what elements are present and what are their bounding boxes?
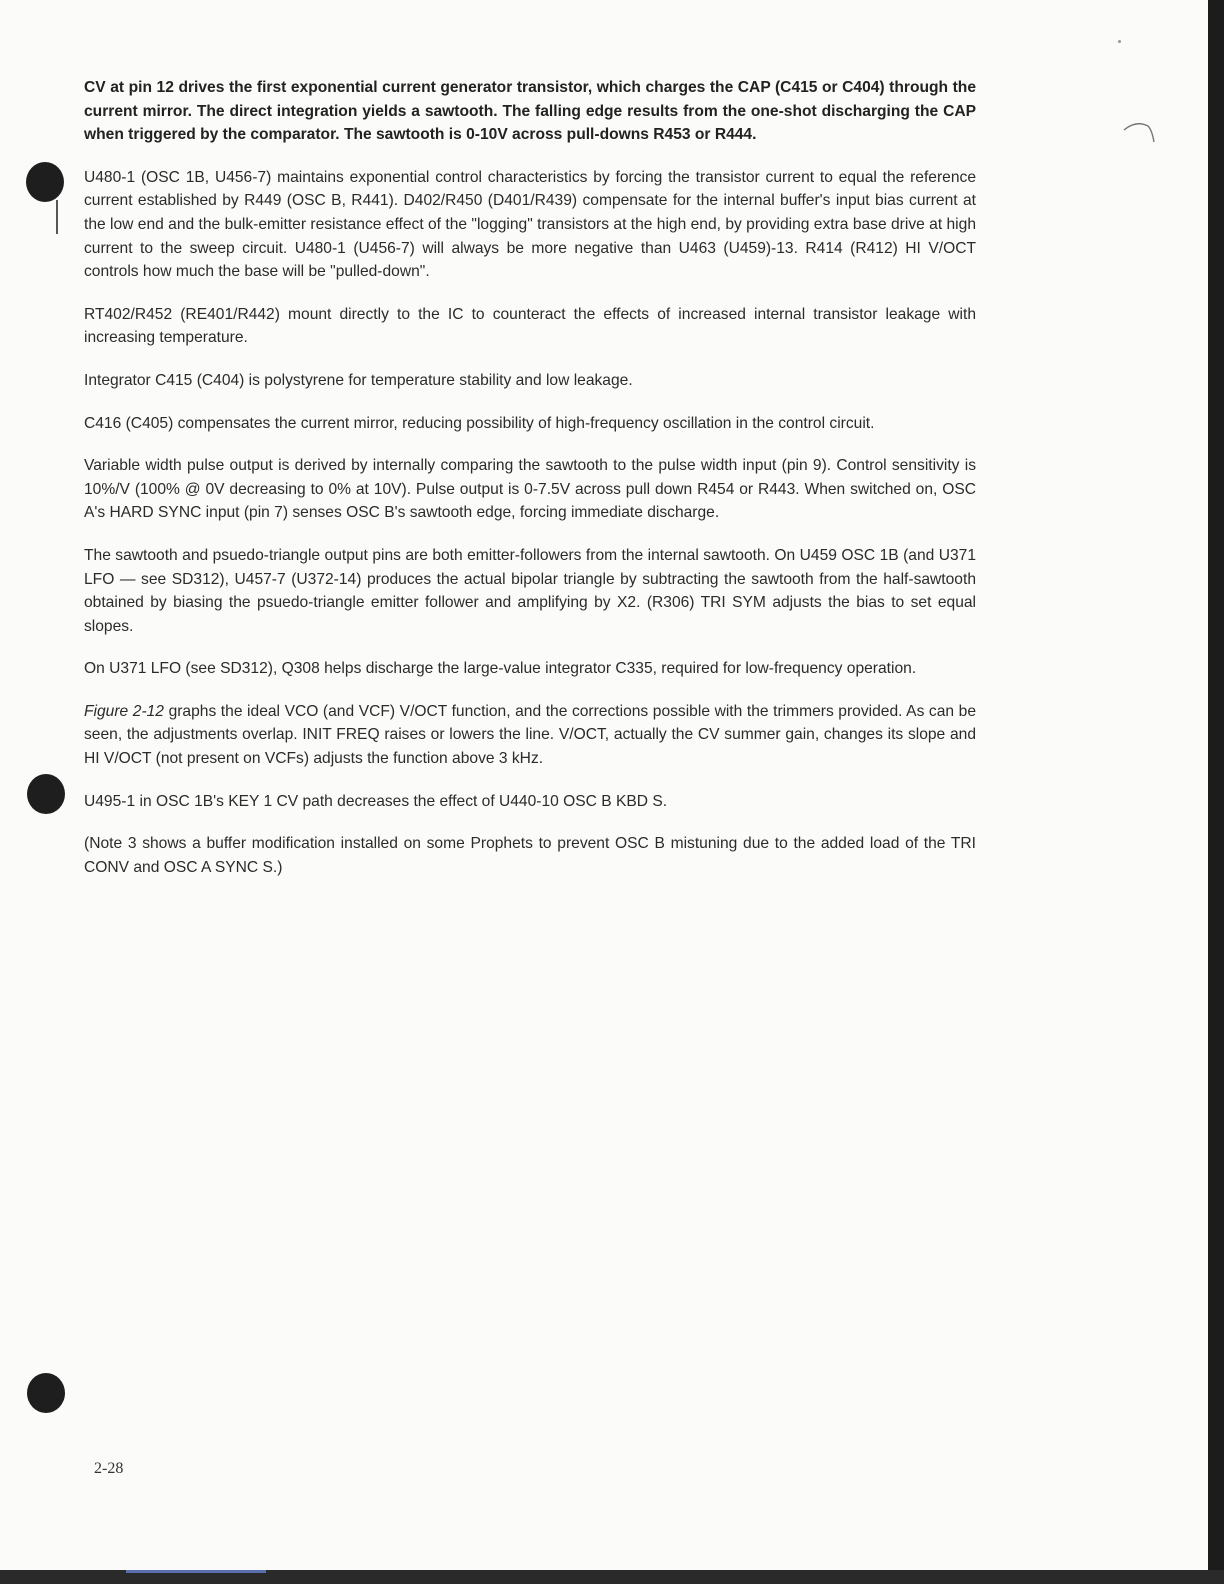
scan-bottom-accent [126,1570,266,1573]
paragraph-integrator: Integrator C415 (C404) is polystyrene for temperature stability and low leakage. [84,371,633,389]
paragraph-cv-pin-12: CV at pin 12 drives the first exponential current generator transistor, which charges the CAP (C415 or C404) through the current mirror. The direct integration yields a sawtooth. The falling edge results from the one-shot discharging the CAP when triggered by the comparator. The sawtooth is 0-10V across pull-downs R453 or R444. [84,79,976,144]
paragraph-sawtooth-triangle: The sawtooth and psuedo-triangle output pins are both emitter-followers from the internal sawtooth. On U459 OSC 1B (and U371 LFO — see SD312), U457-7 (U372-14) produces the actual bipolar triangle by subtracting the sawtooth from the half-sawtooth obtained by biasing the psuedo-triangle emitter follower and amplifying by X2. (R306) TRI SYM adjusts the bias to set equal slopes. [84,546,976,635]
paragraph-u480-1: U480-1 (OSC 1B, U456-7) maintains exponential control characteristics by forcing the transistor current to equal the reference current established by R449 (OSC B, R441). D402/R450 (D401/R439) compensate for the internal buffer's input bias current at the low end and the bulk-emitter resistance effect of the "logging" transistors at the high end, by providing extra base drive at high current to the sweep circuit. U480-1 (U456-7) will always be more negative than U463 (U459)-13. R414 (R412) HI V/OCT controls how much the base will be "pulled-down". [84,168,976,281]
paragraph-c416: C416 (C405) compensates the current mirror, reducing possibility of high-frequency oscillation in the control circuit. [84,414,875,432]
paragraph-note-3: (Note 3 shows a buffer modification installed on some Prophets to prevent OSC B mistuning due to the added load of the TRI CONV and OSC A SYNC S.) [84,835,976,876]
scan-speck [1118,40,1121,43]
margin-mark [56,200,58,234]
paragraph-u371-lfo: On U371 LFO (see SD312), Q308 helps discharge the large-value integrator C335, required for low-frequency operation. [84,660,917,678]
scan-right-edge [1208,0,1224,1584]
paragraph-pulse-output: Variable width pulse output is derived by internally comparing the sawtooth to the pulse width input (pin 9). Control sensitivity is 10%/V (100% @ 0V decreasing to 0% at 10V). Pulse output is 0-7.5V across pull down R454 or R443. When switched on, OSC A's HARD SYNC input (pin 7) senses OSC B's sawtooth edge, forcing immediate discharge. [84,457,976,522]
paragraph-figure-ref [84,700,976,771]
document-body [84,76,976,898]
scan-artifact-mark [1122,118,1158,148]
page-number: 2-28 [94,1460,124,1477]
figure-reference: Figure 2-12 [84,702,164,720]
binder-hole-bottom [27,1373,65,1413]
paragraph-rt402: RT402/R452 (RE401/R442) mount directly to the IC to counteract the effects of increased internal transistor leakage with increasing temperature. [84,305,976,347]
paragraph-figure-text: graphs the ideal VCO (and VCF) V/OCT function, and the corrections possible with the trimmers provided. As can be seen, the adjustments overlap. INIT FREQ raises or lowers the line. V/OCT, actually the CV summer gain, changes its slope and HI V/OCT (not present on VCFs) adjusts the function above 3 kHz. [84,702,976,768]
binder-hole-top [26,162,64,202]
binder-hole-middle [27,774,65,814]
paragraph-u495-1: U495-1 in OSC 1B's KEY 1 CV path decreases the effect of U440-10 OSC B KBD S. [84,792,668,810]
